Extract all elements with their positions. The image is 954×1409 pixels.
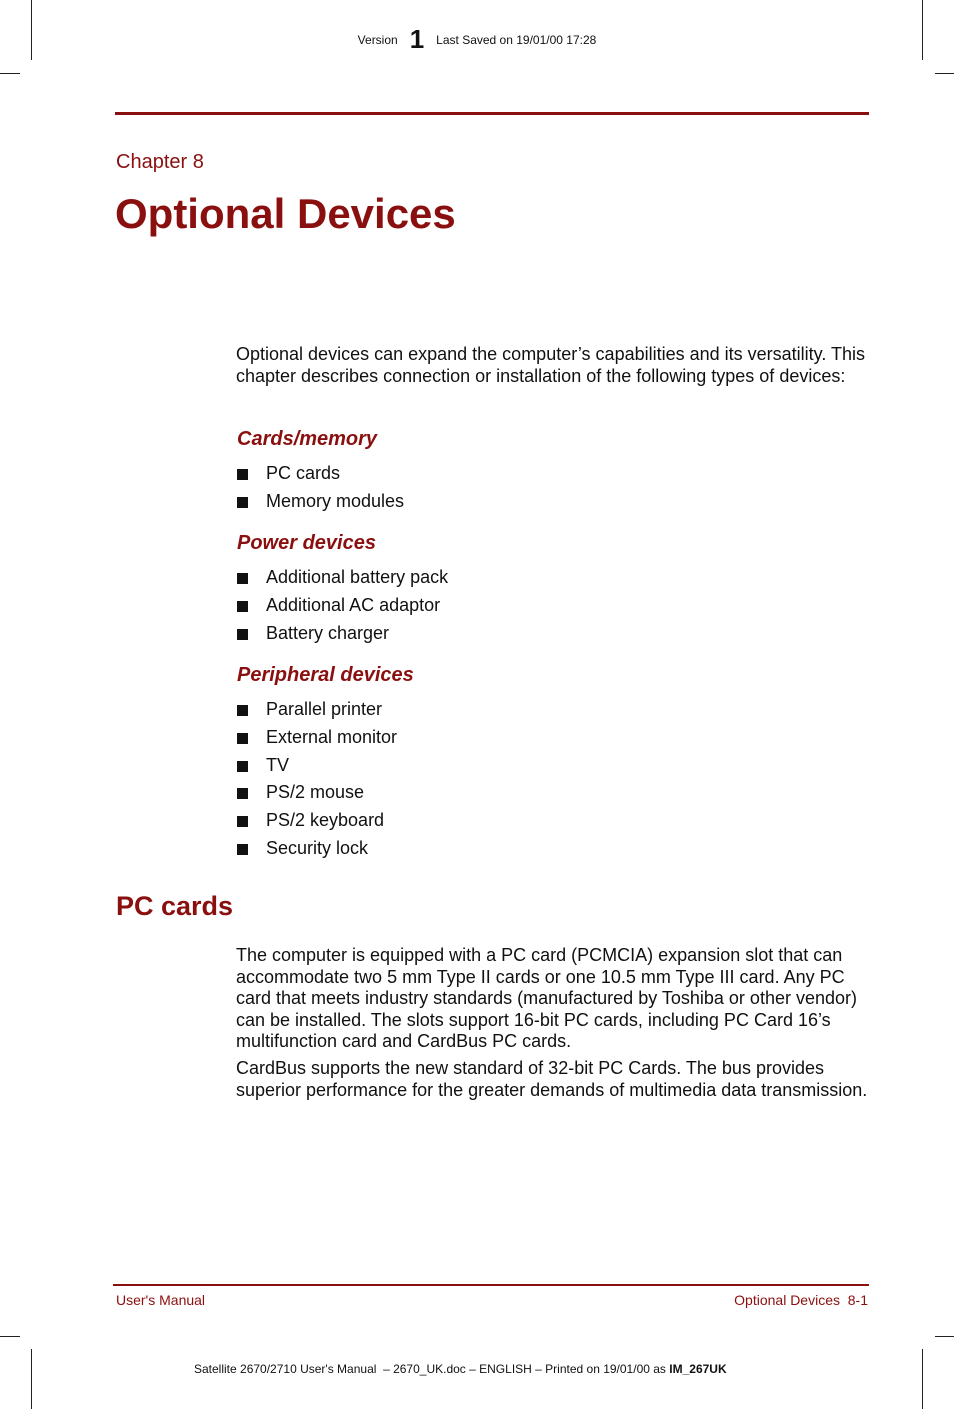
list-item: Parallel printer <box>237 696 397 724</box>
crop-mark <box>0 73 20 74</box>
crop-mark <box>0 1336 20 1337</box>
intro-paragraph: Optional devices can expand the computer’s capabilities and its versatility. This chapter describes connection or installation of the following types of devices: <box>236 344 865 386</box>
cardbus-paragraph: CardBus supports the new standard of 32-bit PC Cards. The bus provides superior performance for the greater demands of multimedia data transmission. <box>236 1058 868 1100</box>
square-bullet-icon <box>237 573 248 584</box>
list-item: Security lock <box>237 835 397 863</box>
group-list <box>237 460 404 516</box>
footer-rule <box>113 1284 869 1286</box>
square-bullet-icon <box>237 497 248 508</box>
list-item: Memory modules <box>237 488 404 516</box>
group-heading: Cards/memory <box>237 428 378 450</box>
square-bullet-icon <box>237 816 248 827</box>
square-bullet-icon <box>237 601 248 612</box>
square-bullet-icon <box>237 629 248 640</box>
page-title: Optional Devices <box>115 190 456 237</box>
group-heading: Peripheral devices <box>237 664 414 686</box>
group-list <box>237 564 448 647</box>
footer-manual-label: User's Manual <box>116 1292 206 1308</box>
list-item: PS/2 keyboard <box>237 807 397 835</box>
list-item: TV <box>237 752 397 780</box>
print-code: IM_267UK <box>669 1362 727 1376</box>
list-item: Battery charger <box>237 620 448 648</box>
print-info: Satellite 2670/2710 User's Manual – 2670_UK.doc – ENGLISH – Printed on 19/01/00 as IM_267UK <box>194 1362 727 1376</box>
list-item: Additional battery pack <box>237 564 448 592</box>
crop-mark <box>935 1336 954 1337</box>
crop-mark <box>935 73 954 74</box>
group-heading: Power devices <box>237 532 376 554</box>
square-bullet-icon <box>237 733 248 744</box>
crop-mark <box>31 1349 32 1409</box>
section-heading-pc-cards: PC cards <box>116 891 234 921</box>
version-header <box>0 24 954 55</box>
square-bullet-icon <box>237 761 248 772</box>
crop-mark <box>922 1349 923 1409</box>
list-item: Additional AC adaptor <box>237 592 448 620</box>
pc-cards-paragraph: The computer is equipped with a PC card (PCMCIA) expansion slot that can accommodate two 5 mm Type II cards or one 10.5 mm Type III card. Any PC card that meets industry standards (manufactured by Toshiba or other vendor) can be installed. The slots support 16-bit PC cards, including PC Card 16’s multifunction card and CardBus PC cards. <box>236 945 857 1051</box>
group-list <box>237 696 397 863</box>
top-rule <box>115 112 869 115</box>
version-label: Version <box>357 33 398 47</box>
square-bullet-icon <box>237 705 248 716</box>
list-item: External monitor <box>237 724 397 752</box>
list-item: PS/2 mouse <box>237 779 397 807</box>
footer-page-label: Optional Devices 8-1 <box>734 1292 868 1308</box>
square-bullet-icon <box>237 788 248 799</box>
list-item: PC cards <box>237 460 404 488</box>
chapter-label: Chapter 8 <box>116 151 204 173</box>
square-bullet-icon <box>237 469 248 480</box>
last-saved: Last Saved on 19/01/00 17:28 <box>436 33 597 47</box>
square-bullet-icon <box>237 844 248 855</box>
version-number: 1 <box>409 24 425 54</box>
